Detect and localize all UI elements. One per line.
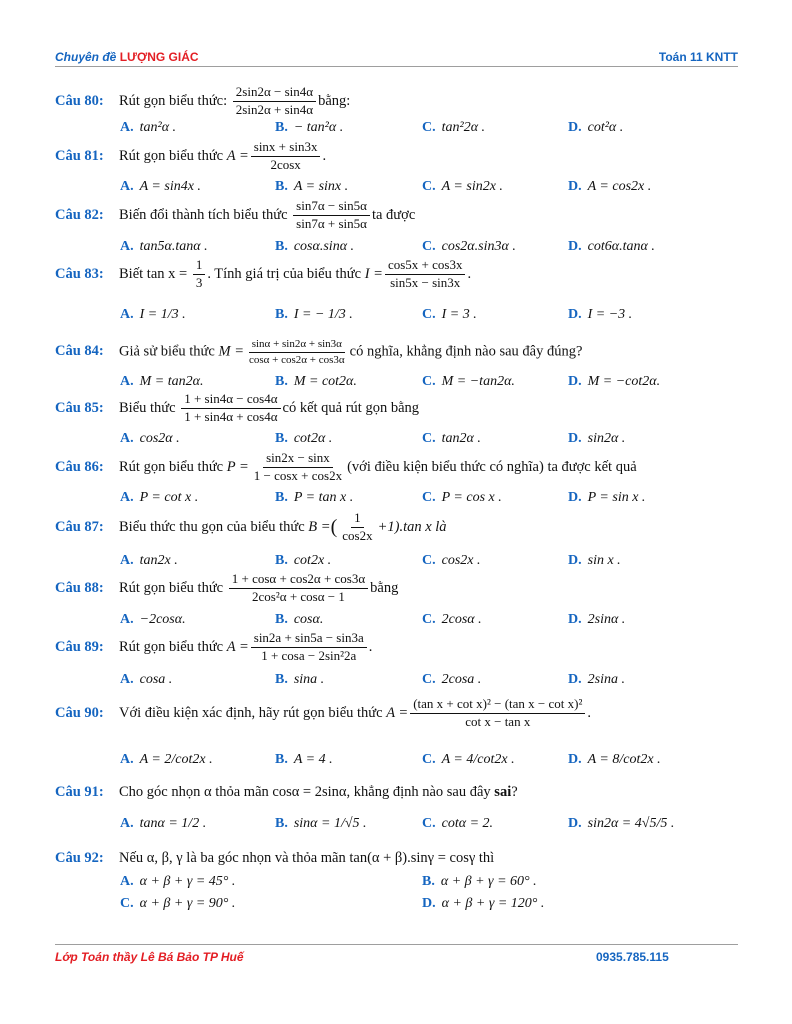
fraction: $\frac{1}{\cos 2x}$ xyxy=(342,510,373,543)
option-c[interactable]: C. I = 3 . xyxy=(422,307,477,322)
option-d[interactable]: D. sin2α . xyxy=(568,431,626,446)
question-84: Câu 84: Giả sử biểu thức M = $\frac{\sin\alpha + \sin 2\alpha + \sin 3\alpha}{\cos\alpha + \cos 2\alpha + \cos 3\alpha}$ có nghĩa, khẳng định nào sau đây đúng? xyxy=(55,338,583,366)
fraction: $\frac{1}{3}$ xyxy=(193,258,206,291)
option-d[interactable]: D. I = −3 . xyxy=(568,307,633,322)
option-a[interactable]: A. tan²α . xyxy=(120,120,177,135)
question-86: Câu 86: Rút gọn biểu thức P = $\frac{\sin 2x - \sin x}{1 - \cos x + \cos 2x}$ (với điều kiện biểu thức có nghĩa) ta được kết quả xyxy=(55,450,637,483)
option-c[interactable]: C. 2cosa . xyxy=(422,672,482,687)
option-a[interactable]: A. tan5α.tanα . xyxy=(120,239,208,254)
option-d[interactable]: D. α + β + γ = 120° . xyxy=(422,896,545,911)
option-a[interactable]: A. I = 1/3 . xyxy=(120,307,186,322)
option-d[interactable]: D. A = cos2x . xyxy=(568,179,652,194)
option-c[interactable]: C. A = 4/cot2x . xyxy=(422,752,515,767)
option-a[interactable]: A. −2cosα. xyxy=(120,612,186,627)
option-b[interactable]: B. α + β + γ = 60° . xyxy=(422,874,537,889)
option-d[interactable]: D. P = sin x . xyxy=(568,490,646,505)
option-d[interactable]: D. A = 8/cot2x . xyxy=(568,752,661,767)
footer-rule xyxy=(55,944,738,945)
option-a[interactable]: A. α + β + γ = 45° . xyxy=(120,874,236,889)
option-b[interactable]: B. I = − 1/3 . xyxy=(275,307,353,322)
option-c[interactable]: C. M = −tan2α. xyxy=(422,374,515,389)
question-80: Câu 80: Rút gọn biểu thức: $\frac{2\sin 2\alpha - \sin 4\alpha}{2\sin 2\alpha + \sin 4\alpha}$ bằng: xyxy=(55,84,351,117)
header-course: Toán 11 KNTT xyxy=(658,50,738,64)
option-b[interactable]: B. A = 4 . xyxy=(275,752,333,767)
fraction: $\frac{\sin 7\alpha - \sin 5\alpha}{\sin 7\alpha + \sin 5\alpha}$ xyxy=(293,199,370,232)
question-87: Câu 87: Biểu thức thu gọn của biểu thức B =( $\frac{1}{\cos 2x}$ +1).tan x là xyxy=(55,510,447,543)
option-c[interactable]: C. cos2α.sin3α . xyxy=(422,239,516,254)
option-c[interactable]: C. P = cos x . xyxy=(422,490,502,505)
option-a[interactable]: A. tanα = 1/2 . xyxy=(120,816,207,831)
option-c[interactable]: C. α + β + γ = 90° . xyxy=(120,896,236,911)
option-b[interactable]: B. sinα = 1/√5 . xyxy=(275,816,367,831)
option-b[interactable]: B. cot2x . xyxy=(275,553,332,568)
fraction: $\frac{2\sin 2\alpha - \sin 4\alpha}{2\sin 2\alpha + \sin 4\alpha}$ xyxy=(233,85,316,118)
option-a[interactable]: A. cosa . xyxy=(120,672,173,687)
question-82: Câu 82: Biến đổi thành tích biểu thức $\frac{\sin 7\alpha - \sin 5\alpha}{\sin 7\alpha + \sin 5\alpha}$ ta được xyxy=(55,198,416,231)
fraction: $\frac{\sin x + \sin 3x}{2\cos x}$ xyxy=(251,140,321,173)
header-rule xyxy=(55,66,738,67)
question-81: Câu 81: Rút gọn biểu thức A = $\frac{\sin x + \sin 3x}{2\cos x}$ . xyxy=(55,139,327,172)
option-a[interactable]: A. M = tan2α. xyxy=(120,374,204,389)
question-83: Câu 83: Biết tan x = $\frac{1}{3}$ . Tính giá trị của biểu thức I = $\frac{\cos 5x + \cos 3x}{\sin 5x - \sin 3x}$ . xyxy=(55,257,472,290)
question-91: Câu 91: Cho góc nhọn α thỏa mãn cosα = 2sinα, khẳng định nào sau đây sai? xyxy=(55,784,518,800)
fraction: $\frac{1 + \cos\alpha + \cos 2\alpha + \cos 3\alpha}{\text{2cos²α + cosα − 1}}$ xyxy=(229,572,368,605)
option-a[interactable]: A. tan2x . xyxy=(120,553,178,568)
question-85: Câu 85: Biểu thức $\frac{1 + \sin 4\alpha - \cos 4\alpha}{1 + \sin 4\alpha + \cos 4\alpha}$ có kết quả rút gọn bằng xyxy=(55,391,420,424)
option-d[interactable]: D. cot²α . xyxy=(568,120,624,135)
option-b[interactable]: B. M = cot2α. xyxy=(275,374,357,389)
option-b[interactable]: B. cot2α . xyxy=(275,431,333,446)
option-a[interactable]: A. A = 2/cot2x . xyxy=(120,752,213,767)
question-88: Câu 88: Rút gọn biểu thức $\frac{1 + \cos\alpha + \cos 2\alpha + \cos 3\alpha}{\text{2cos²α + cosα − 1}}$ bằng xyxy=(55,571,399,604)
fraction: $\frac{\sin 2x - \sin x}{1 - \cos x + \cos 2x}$ xyxy=(253,450,343,483)
option-a[interactable]: A. A = sin4x . xyxy=(120,179,201,194)
fraction: $\frac{\text{(tan x + cot x)² − (tan x − cot x)²}}{\text{cot x − tan x}}$ xyxy=(410,697,585,730)
option-a[interactable]: A. P = cot x . xyxy=(120,490,199,505)
option-b[interactable]: B. A = sinx . xyxy=(275,179,349,194)
option-b[interactable]: B. cosα. xyxy=(275,612,324,627)
option-a[interactable]: A. cos2α . xyxy=(120,431,180,446)
question-90: Câu 90: Với điều kiện xác định, hãy rút gọn biểu thức A = $\frac{\text{(tan x + cot x)² − (tan x − cot x)²}}{\text{cot x − tan x}}$ . xyxy=(55,696,591,729)
option-d[interactable]: D. 2sinα . xyxy=(568,612,626,627)
fraction: $\frac{\cos 5x + \cos 3x}{\sin 5x - \sin 3x}$ xyxy=(385,258,466,291)
option-c[interactable]: C. cos2x . xyxy=(422,553,481,568)
option-c[interactable]: C. cotα = 2. xyxy=(422,816,494,831)
option-d[interactable]: D. sin x . xyxy=(568,553,621,568)
option-c[interactable]: C. A = sin2x . xyxy=(422,179,503,194)
fraction: $\frac{1 + \sin 4\alpha - \cos 4\alpha}{1 + \sin 4\alpha + \cos 4\alpha}$ xyxy=(181,392,280,425)
option-c[interactable]: C. 2cosα . xyxy=(422,612,482,627)
option-d[interactable]: D. 2sina . xyxy=(568,672,625,687)
header-subject: Chuyên đề LƯỢNG GIÁC xyxy=(55,50,199,64)
option-d[interactable]: D. M = −cot2α. xyxy=(568,374,661,389)
option-c[interactable]: C. tan²2α . xyxy=(422,120,486,135)
question-89: Câu 89: Rút gọn biểu thức A = $\frac{\sin 2a + \sin 5a - \sin 3a}{\text{1 + cosa − 2sin²2a}}$ . xyxy=(55,630,373,663)
option-b[interactable]: B. sina . xyxy=(275,672,325,687)
footer-phone: 0935.785.115 xyxy=(596,950,669,964)
option-c[interactable]: C. tan2α . xyxy=(422,431,481,446)
option-b[interactable]: B. P = tan x . xyxy=(275,490,354,505)
option-b[interactable]: B. cosα.sinα . xyxy=(275,239,355,254)
option-d[interactable]: D. sin2α = 4√5/5 . xyxy=(568,816,675,831)
fraction: $\frac{\sin 2a + \sin 5a - \sin 3a}{\text{1 + cosa − 2sin²2a}}$ xyxy=(251,631,367,664)
fraction: $\frac{\sin\alpha + \sin 2\alpha + \sin 3\alpha}{\cos\alpha + \cos 2\alpha + \cos 3\alpha}$ xyxy=(248,338,345,366)
footer-teacher: Lớp Toán thầy Lê Bá Bảo TP Huế xyxy=(55,950,244,964)
option-b[interactable]: B. − tan²α . xyxy=(275,120,344,135)
option-d[interactable]: D. cot6α.tanα . xyxy=(568,239,655,254)
question-92: Câu 92: Nếu α, β, γ là ba góc nhọn và thỏa mãn tan(α + β).sinγ = cosγ thì xyxy=(55,850,495,866)
